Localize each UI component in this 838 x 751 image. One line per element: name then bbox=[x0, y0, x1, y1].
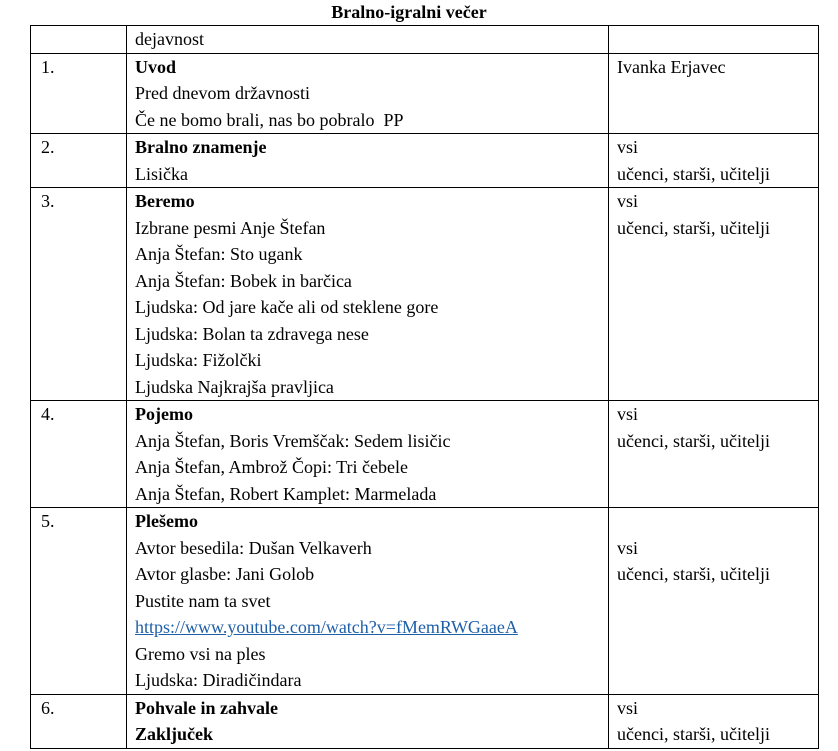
activity-item: Pustite nam ta svet bbox=[135, 590, 271, 611]
activity-cell bbox=[127, 401, 609, 508]
activity-item: Če ne bomo brali, nas bo pobralo PP bbox=[135, 109, 404, 130]
responsible-text: vsi bbox=[617, 191, 639, 211]
activity-item: Ljudska: Od jare kače ali od steklene gore bbox=[135, 297, 439, 317]
responsible-cell bbox=[609, 508, 819, 695]
responsible-text: vsi bbox=[617, 537, 639, 558]
responsible-text: vsi bbox=[617, 697, 639, 718]
page-title: Bralno-igralni večer bbox=[331, 2, 487, 22]
row-number: 5. bbox=[31, 508, 127, 695]
row-number: 3. bbox=[31, 188, 127, 401]
responsible-text: vsi bbox=[617, 404, 639, 424]
activity-cell bbox=[127, 694, 609, 748]
responsible-cell bbox=[609, 53, 819, 134]
activity-item: Pred dnevom državnosti bbox=[135, 83, 310, 103]
table-row bbox=[31, 188, 819, 401]
activity-heading: Plešemo bbox=[135, 511, 198, 531]
activity-item: Ljudska: Bolan ta zdravega nese bbox=[135, 323, 369, 344]
activity-item: Anja Štefan: Sto ugank bbox=[135, 244, 303, 264]
activity-item: Ljudska: Diradičindara bbox=[135, 670, 302, 690]
activity-item: Anja Štefan, Robert Kamplet: Marmelada bbox=[135, 483, 437, 504]
responsible-text: učenci, starši, učitelji bbox=[617, 430, 770, 451]
activity-item: Anja Štefan: Bobek in barčica bbox=[135, 270, 352, 291]
activity-cell bbox=[127, 508, 609, 695]
activity-heading: Zaključek bbox=[135, 724, 214, 744]
row-number: 4. bbox=[31, 401, 127, 508]
table-header-row bbox=[31, 26, 819, 54]
responsible-text: učenci, starši, učitelji bbox=[617, 163, 770, 184]
activity-item: Lisička bbox=[135, 163, 188, 184]
header-cell-activity: dejavnost bbox=[127, 26, 609, 54]
table-row bbox=[31, 694, 819, 748]
activity-item: Avtor besedila: Dušan Velkaverh bbox=[135, 537, 372, 558]
activity-cell bbox=[127, 134, 609, 188]
activity-heading: Pojemo bbox=[135, 404, 193, 424]
activity-heading: Beremo bbox=[135, 191, 195, 211]
youtube-link[interactable]: https://www.youtube.com/watch?v=fMemRWGaaeA bbox=[135, 617, 518, 637]
responsible-text bbox=[617, 508, 818, 535]
responsible-text: učenci, starši, učitelji bbox=[617, 724, 770, 744]
program-table bbox=[30, 25, 819, 749]
activity-cell bbox=[127, 188, 609, 401]
table-row bbox=[31, 508, 819, 695]
row-number: 6. bbox=[31, 694, 127, 748]
activity-item: Anja Štefan, Ambrož Čopi: Tri čebele bbox=[135, 457, 408, 477]
header-cell-responsible bbox=[609, 26, 819, 54]
activity-item: Izbrane pesmi Anje Štefan bbox=[135, 217, 326, 238]
activity-heading: Uvod bbox=[135, 56, 177, 77]
table-row bbox=[31, 134, 819, 188]
table-row bbox=[31, 401, 819, 508]
activity-item: Ljudska Najkrajša pravljica bbox=[135, 376, 334, 397]
activity-item: Ljudska: Fižolčki bbox=[135, 350, 262, 370]
table-row bbox=[31, 53, 819, 134]
responsible-cell bbox=[609, 401, 819, 508]
responsible-cell bbox=[609, 694, 819, 748]
row-number: 1. bbox=[31, 53, 127, 134]
responsible-text: Ivanka Erjavec bbox=[617, 56, 726, 77]
activity-item: Avtor glasbe: Jani Golob bbox=[135, 564, 315, 584]
responsible-text: vsi bbox=[617, 137, 639, 157]
responsible-text: učenci, starši, učitelji bbox=[617, 564, 770, 584]
header-cell-number bbox=[31, 26, 127, 54]
activity-cell bbox=[127, 53, 609, 134]
activity-heading: Pohvale in zahvale bbox=[135, 697, 278, 718]
activity-item: Anja Štefan, Boris Vremščak: Sedem lisičic bbox=[135, 430, 451, 451]
responsible-cell bbox=[609, 188, 819, 401]
activity-heading: Bralno znamenje bbox=[135, 137, 267, 157]
responsible-cell bbox=[609, 134, 819, 188]
activity-item: Gremo vsi na ples bbox=[135, 643, 266, 664]
row-number: 2. bbox=[31, 134, 127, 188]
responsible-text: učenci, starši, učitelji bbox=[617, 217, 770, 238]
